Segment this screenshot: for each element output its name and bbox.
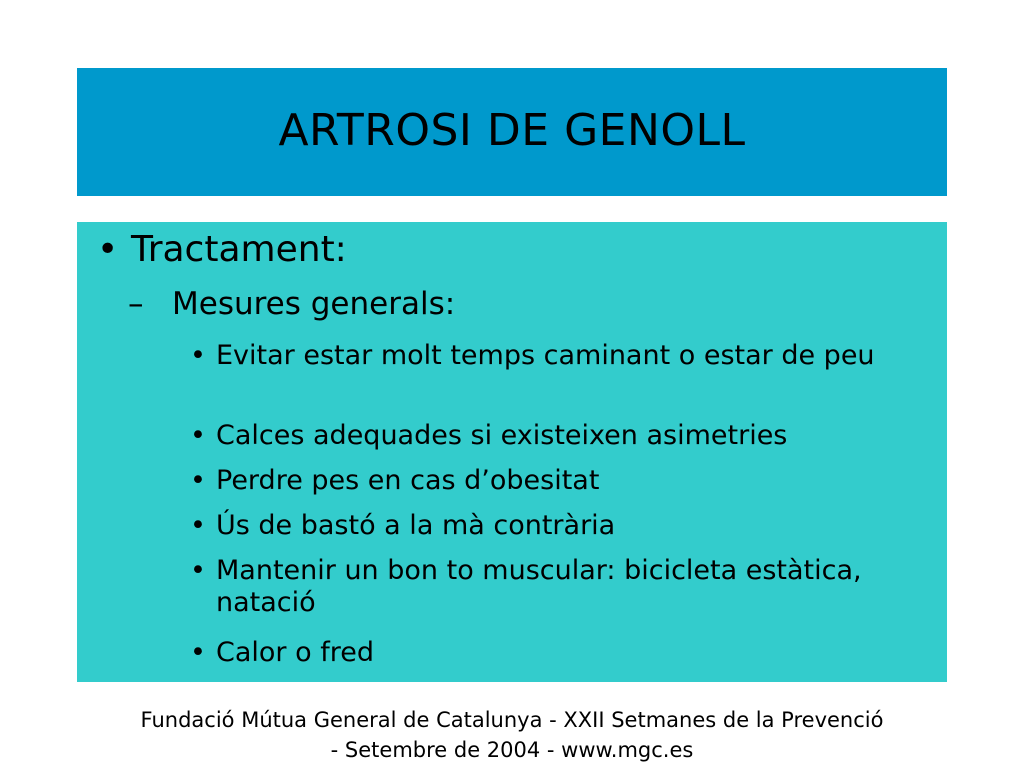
bullet-marker: • (190, 465, 206, 496)
list-item-text: Calor o fred (216, 637, 374, 668)
list-item-text: Perdre pes en cas d’obesitat (216, 465, 600, 496)
bullet-level2 (128, 284, 455, 324)
list-item-text: Evitar estar molt temps caminant o estar de peu (216, 340, 875, 371)
list-item (190, 637, 920, 669)
bullet-level2-text: Mesures generals: (172, 286, 456, 322)
dash-marker: – (128, 286, 144, 322)
list-item-text: Ús de bastó a la mà contrària (216, 510, 616, 541)
bullet-level1 (97, 228, 347, 272)
slide-title: ARTROSI DE GENOLL (278, 104, 746, 156)
list-item (190, 340, 920, 372)
title-box (77, 68, 947, 196)
bullet-marker: • (190, 637, 206, 668)
bullet-level1-text: Tractament: (131, 229, 347, 270)
list-item-text: Calces adequades si existeixen asimetries (216, 420, 788, 451)
footer-line-1: Fundació Mútua General de Catalunya - XXII Setmanes de la Prevenció (140, 708, 884, 732)
bullet-marker: • (190, 510, 206, 541)
bullet-marker: • (190, 420, 206, 451)
footer-line-2: - Setembre de 2004 - www.mgc.es (330, 738, 694, 762)
list-item (190, 555, 920, 619)
list-item (190, 510, 920, 542)
list-item-text: Mantenir un bon to muscular: bicicleta estàtica, natació (216, 555, 862, 618)
bullet-marker: • (190, 555, 206, 586)
bullet-marker: • (190, 340, 206, 371)
slide-footer (0, 705, 1024, 765)
list-item (190, 420, 920, 452)
bullet-marker: • (97, 229, 119, 270)
list-item (190, 465, 920, 497)
